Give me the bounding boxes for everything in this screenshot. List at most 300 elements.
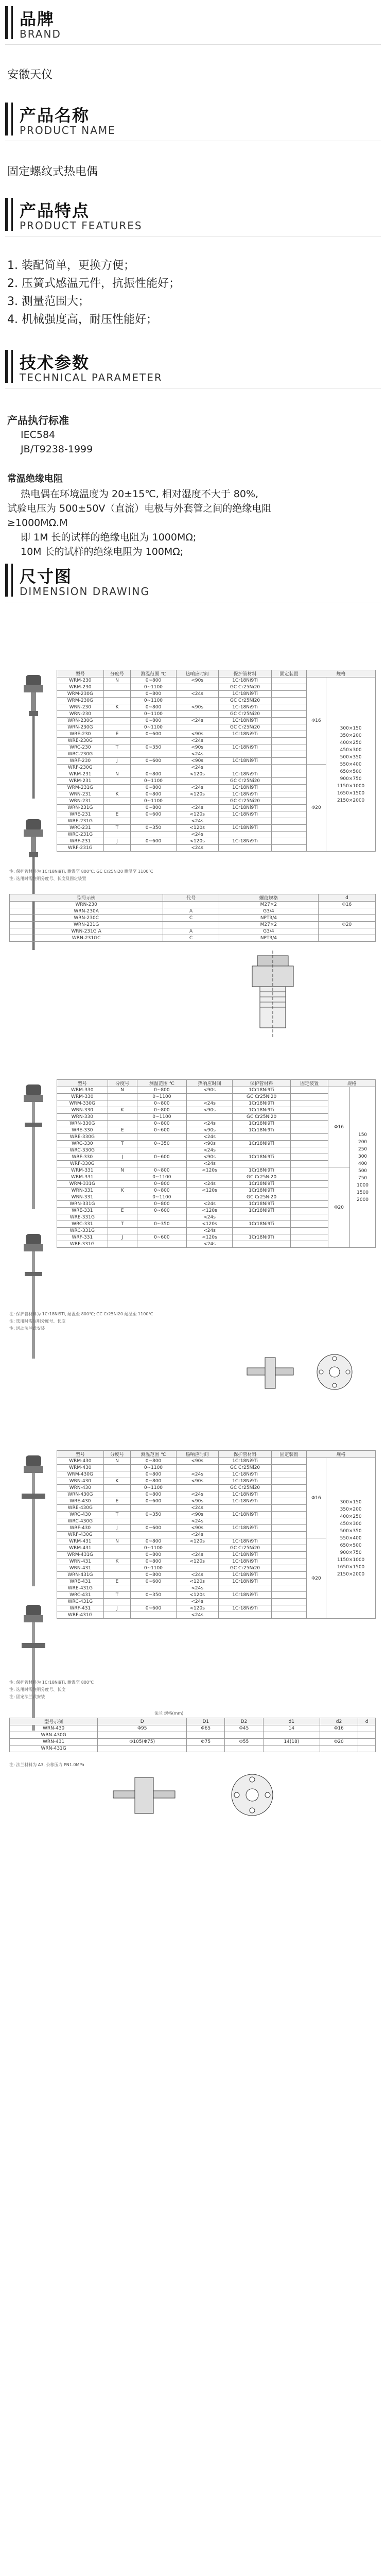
table-cell: E	[108, 1208, 137, 1214]
table-cell: N	[108, 1167, 137, 1174]
table-cell	[131, 1505, 176, 1512]
dimension-title-cn: 尺寸图	[20, 567, 73, 586]
table-cell: <24s	[187, 1161, 233, 1167]
table-cell	[176, 684, 218, 691]
table-cell	[272, 758, 306, 765]
table-cell: J	[103, 1605, 130, 1612]
table-cell: GC Cr25Ni20	[218, 698, 272, 704]
table-cell: Φ45	[225, 1725, 263, 1732]
table-cell: J	[103, 838, 130, 845]
table-cell	[218, 1612, 272, 1619]
table-cell	[218, 845, 272, 852]
table-cell: WRF-431G	[57, 1612, 104, 1619]
table-row	[57, 677, 376, 684]
table-cell	[103, 1518, 130, 1525]
table-cell: 1Cr18Ni9Ti	[218, 771, 272, 778]
table-cell: 1Cr18Ni9Ti	[233, 1127, 291, 1134]
table-cell: 0~1100	[131, 778, 176, 785]
table-cell	[291, 1147, 328, 1154]
table-cell	[176, 1545, 218, 1552]
th-flange-d1: d1	[263, 1718, 320, 1725]
table-cell	[137, 1214, 186, 1221]
table-row	[57, 1134, 376, 1141]
table-cell: <120s	[176, 825, 218, 832]
table-cell	[272, 832, 306, 838]
spec-L-value: 450×300	[340, 747, 362, 753]
tech-section-header	[5, 348, 381, 391]
table-cell: WRN-431G	[10, 1745, 98, 1752]
dimension-section-header	[5, 562, 381, 605]
table-cell: Φ95	[98, 1725, 187, 1732]
table-cell	[218, 818, 272, 825]
table-cell	[131, 832, 176, 838]
spec-L-cell	[350, 1087, 376, 1248]
table-cell: 0~600	[137, 1127, 186, 1134]
table-cell: Φ65	[187, 1725, 225, 1732]
table-cell: 1Cr18Ni9Ti	[233, 1100, 291, 1107]
insulation-line: 即 1M 长的试样的绝缘电阻为 1000MΩ;	[21, 532, 197, 543]
table-cell: <120s	[176, 1605, 218, 1612]
table-cell: WRE-430	[57, 1498, 104, 1505]
table-cell: <24s	[187, 1121, 233, 1127]
table-cell: 0~600	[131, 758, 176, 765]
table-cell	[176, 1565, 218, 1572]
table-row	[10, 1732, 376, 1739]
table-cell: WRC-230	[57, 744, 104, 751]
table-cell: 1Cr18Ni9Ti	[233, 1234, 291, 1241]
table-cell: <24s	[176, 1552, 218, 1558]
table-row	[57, 1107, 376, 1114]
table-cell: 1Cr18Ni9Ti	[218, 1525, 272, 1532]
table-cell: WRM-431	[57, 1538, 104, 1545]
table-cell: <24s	[187, 1181, 233, 1188]
features-title-en: PRODUCT FEATURES	[20, 219, 143, 232]
table-cell: C	[163, 915, 219, 922]
table-cell: WRN-330	[57, 1107, 108, 1114]
table-cell: WRF-431	[57, 1605, 104, 1612]
table-cell: 0~1100	[137, 1194, 186, 1201]
table-cell: WRM-430G	[57, 1471, 104, 1478]
table-cell: 0~800	[131, 1478, 176, 1485]
table-cell: 0~800	[137, 1087, 186, 1094]
table-cell: 0~600	[131, 731, 176, 738]
table-cell: WRM-231G	[57, 785, 104, 791]
table-cell	[108, 1181, 137, 1188]
table-cell	[176, 711, 218, 718]
table2-note: 注: 保护管材料为 1Cr18Ni9Ti, 耐温至 800℃; GC Cr25Ni20 耐温至 1100℃	[9, 1312, 153, 1316]
table-cell	[176, 1485, 218, 1492]
table-cell: <24s	[176, 1585, 218, 1592]
table-cell	[131, 738, 176, 744]
th-thread-d: d	[319, 894, 376, 902]
table-cell: <120s	[176, 791, 218, 798]
table-cell: <120s	[187, 1208, 233, 1214]
table-cell	[233, 1214, 291, 1221]
table-cell: E	[103, 811, 130, 818]
table-cell: 0~800	[137, 1167, 186, 1174]
table-row	[57, 1208, 376, 1214]
table-cell: 1Cr18Ni9Ti	[233, 1201, 291, 1208]
table-cell: <24s	[176, 765, 218, 771]
table-cell: 1Cr18Ni9Ti	[218, 1478, 272, 1485]
spec-L-value: 1150×1000	[337, 783, 365, 789]
table-cell	[103, 1612, 130, 1619]
table-cell	[108, 1194, 137, 1201]
table-cell: WRM-430	[57, 1465, 104, 1471]
table-cell: 0~600	[131, 811, 176, 818]
table-cell	[272, 1585, 306, 1592]
table-cell	[358, 1732, 376, 1739]
table-cell: WRF-231G	[57, 845, 104, 852]
table-cell: WRM-331	[57, 1174, 108, 1181]
insulation-line: 试验电压为 500±50V（直流）电极与外套管之间的绝缘电阻	[7, 503, 272, 514]
table-cell: WRN-430G	[10, 1732, 98, 1739]
table-cell: <24s	[176, 1492, 218, 1498]
flange-drawing-small	[242, 1352, 365, 1394]
table-cell	[108, 1241, 137, 1248]
th-index: 分度号	[103, 1451, 130, 1458]
table-cell	[272, 778, 306, 785]
table-cell: 0~600	[137, 1154, 186, 1161]
table-cell: 1Cr18Ni9Ti	[233, 1221, 291, 1228]
table-cell: GC Cr25Ni20	[233, 1094, 291, 1100]
table-cell: GC Cr25Ni20	[218, 798, 272, 805]
table-cell: 1Cr18Ni9Ti	[218, 758, 272, 765]
table-cell: 1Cr18Ni9Ti	[233, 1087, 291, 1094]
table-cell: <90s	[187, 1107, 233, 1114]
table-cell	[98, 1732, 187, 1739]
table-cell: GC Cr25Ni20	[233, 1194, 291, 1201]
table-cell: WRN-230	[57, 704, 104, 711]
table-cell: 0~350	[131, 1592, 176, 1599]
table-cell	[137, 1161, 186, 1167]
table-cell	[272, 677, 306, 684]
table-cell: <90s	[176, 1458, 218, 1465]
table-row	[10, 915, 376, 922]
table-cell: 0~800	[131, 1552, 176, 1558]
feature-item: 3. 测量范围大；	[7, 295, 90, 308]
table-cell	[218, 1532, 272, 1538]
spec-L-value: 1000	[357, 1182, 369, 1188]
table-cell	[319, 915, 376, 922]
th-range: 测温范围 ℃	[131, 670, 176, 677]
table-cell: WRN-231	[57, 798, 104, 805]
table-cell: 0~800	[131, 1538, 176, 1545]
table-cell: 0~1100	[131, 724, 176, 731]
table-cell	[291, 1167, 328, 1174]
spec-L-value: 550×400	[340, 1535, 362, 1541]
table-cell: <24s	[176, 832, 218, 838]
table-cell	[272, 718, 306, 724]
table-cell: WRN-330	[57, 1114, 108, 1121]
table-cell: 1Cr18Ni9Ti	[218, 1512, 272, 1518]
spec-L-value: 500×350	[340, 754, 362, 760]
table-row	[57, 1114, 376, 1121]
table-row	[10, 1739, 376, 1745]
th-response: 热响应时间	[176, 670, 218, 677]
table-cell: WRM-230G	[57, 691, 104, 698]
table-cell: 0~800	[131, 704, 176, 711]
table-cell	[108, 1161, 137, 1167]
table-cell	[272, 1505, 306, 1512]
table-cell	[291, 1214, 328, 1221]
table-cell: WRM-331G	[57, 1181, 108, 1188]
table-row	[57, 1174, 376, 1181]
spec-L-value: 350×200	[340, 733, 362, 738]
table-cell: NPT3/4	[219, 915, 318, 922]
thermocouple-drawing-2	[10, 1079, 57, 1368]
table-cell: <24s	[176, 1599, 218, 1605]
table-cell	[131, 751, 176, 758]
spec-d-cell: Φ20	[306, 765, 326, 852]
table-cell: WRN-430	[57, 1478, 104, 1485]
table-cell	[272, 1538, 306, 1545]
table-cell	[103, 1471, 130, 1478]
table-cell: WRF-230G	[57, 765, 104, 771]
th-material: 保护管材料	[233, 1080, 291, 1087]
table-cell: 14	[263, 1725, 320, 1732]
table-cell: 1Cr18Ni9Ti	[233, 1121, 291, 1127]
table-cell	[319, 908, 376, 915]
table-cell: 1Cr18Ni9Ti	[218, 1558, 272, 1565]
table-cell: 1Cr18Ni9Ti	[233, 1141, 291, 1147]
table-cell: <90s	[187, 1154, 233, 1161]
table-cell	[291, 1100, 328, 1107]
th-flange-D: D	[98, 1718, 187, 1725]
table-cell: 0~1100	[131, 684, 176, 691]
table-cell	[103, 1492, 130, 1498]
table-cell	[291, 1127, 328, 1134]
table-cell	[272, 1552, 306, 1558]
table-cell	[291, 1141, 328, 1147]
table-cell: WRF-331	[57, 1234, 108, 1241]
table-cell: K	[103, 704, 130, 711]
table-cell	[272, 731, 306, 738]
table-cell: WRE-330	[57, 1127, 108, 1134]
table-cell	[225, 1732, 263, 1739]
table-cell: 0~600	[137, 1208, 186, 1214]
th-flange-model: 型号示例	[10, 1718, 98, 1725]
table-cell	[272, 805, 306, 811]
table-cell: GC Cr25Ni20	[233, 1174, 291, 1181]
table-cell: <90s	[176, 1478, 218, 1485]
insulation-title: 常温绝缘电阻	[7, 473, 63, 484]
table-cell: 1Cr18Ni9Ti	[218, 1458, 272, 1465]
table-cell: 1Cr18Ni9Ti	[233, 1167, 291, 1174]
table-cell	[187, 1732, 225, 1739]
table-cell: <90s	[176, 744, 218, 751]
table-cell: WRN-331G	[57, 1201, 108, 1208]
table-cell	[272, 1518, 306, 1525]
table-cell	[176, 798, 218, 805]
th-fixing: 固定装置	[291, 1080, 328, 1087]
spec-L-value: 400×250	[340, 1514, 362, 1519]
spec-L-value: 1650×1500	[337, 1564, 365, 1570]
table-cell: 1Cr18Ni9Ti	[218, 1572, 272, 1579]
table-cell: 1Cr18Ni9Ti	[233, 1181, 291, 1188]
table-cell: <120s	[176, 838, 218, 845]
th-model: 型号	[57, 1451, 104, 1458]
table-cell: 1Cr18Ni9Ti	[233, 1154, 291, 1161]
table-cell	[187, 1094, 233, 1100]
table-cell: WRN-231G	[57, 805, 104, 811]
table-cell: WRM-230G	[57, 698, 104, 704]
brand-title-cn: 品牌	[20, 9, 55, 29]
table1-note: 注: 选用时需注明分度号、长度及固定装置	[9, 876, 86, 881]
table-cell	[225, 1745, 263, 1752]
table-cell: 0~1100	[131, 711, 176, 718]
table-cell: <24s	[176, 738, 218, 744]
table-cell	[291, 1194, 328, 1201]
table-cell: 0~800	[131, 805, 176, 811]
table-cell	[272, 1525, 306, 1532]
table-cell	[103, 718, 130, 724]
brand-value: 安徽天仪	[7, 69, 53, 81]
brand-section-header	[5, 4, 381, 47]
table-cell	[233, 1147, 291, 1154]
table-cell: 1Cr18Ni9Ti	[218, 1592, 272, 1599]
table-cell: 1Cr18Ni9Ti	[218, 704, 272, 711]
table-cell	[108, 1214, 137, 1221]
tech-title-cn: 技术参数	[20, 353, 90, 372]
table-cell	[187, 1174, 233, 1181]
product-name-value: 固定螺纹式热电偶	[7, 165, 98, 178]
table-cell: 0~350	[131, 825, 176, 832]
table-cell: WRC-431G	[57, 1599, 104, 1605]
spec-L-value: 250	[358, 1146, 367, 1152]
table-cell	[218, 1585, 272, 1592]
table-cell: K	[103, 1478, 130, 1485]
table-cell: GC Cr25Ni20	[218, 711, 272, 718]
table-row	[10, 935, 376, 942]
table-cell	[131, 1518, 176, 1525]
table-cell: WRC-331	[57, 1221, 108, 1228]
table-cell: 0~800	[137, 1100, 186, 1107]
th-response: 热响应时间	[187, 1080, 233, 1087]
table-row	[57, 1127, 376, 1134]
spec-L-value: 650×500	[340, 1543, 362, 1548]
table-cell: <90s	[176, 1498, 218, 1505]
table-cell: 0~800	[137, 1181, 186, 1188]
spec-L-value: 350×200	[340, 1506, 362, 1512]
table-row	[10, 1725, 376, 1732]
table-cell	[272, 1492, 306, 1498]
table-cell: T	[103, 1512, 130, 1518]
table-cell: GC Cr25Ni20	[218, 1545, 272, 1552]
table-cell	[272, 838, 306, 845]
table-cell: WRN-230A	[10, 908, 163, 915]
th-flange-D2: D2	[225, 1718, 263, 1725]
table-cell	[263, 1745, 320, 1752]
table-cell: 0~800	[131, 691, 176, 698]
table-cell: WRN-431	[10, 1739, 98, 1745]
table-row	[10, 902, 376, 908]
table-cell	[187, 1114, 233, 1121]
spec-d-cell: Φ20	[306, 1538, 326, 1619]
table-cell: 0~1100	[137, 1114, 186, 1121]
table-cell: <120s	[176, 1558, 218, 1565]
table-cell: 1Cr18Ni9Ti	[218, 1552, 272, 1558]
table-cell	[103, 751, 130, 758]
table-cell: 1Cr18Ni9Ti	[218, 791, 272, 798]
table-row	[57, 1234, 376, 1241]
table-cell: <120s	[187, 1167, 233, 1174]
table-cell	[108, 1094, 137, 1100]
table-cell: K	[108, 1107, 137, 1114]
table-row	[57, 1241, 376, 1248]
table-cell: NPT3/4	[219, 935, 318, 942]
table-cell	[272, 1605, 306, 1612]
spec-L-cell	[326, 1458, 376, 1619]
table-cell	[137, 1134, 186, 1141]
table-cell: M27×2	[219, 922, 318, 928]
table-cell: <120s	[187, 1221, 233, 1228]
table-cell	[291, 1181, 328, 1188]
table-cell: <24s	[176, 691, 218, 698]
table-cell: WRN-230	[57, 711, 104, 718]
table-row	[57, 1100, 376, 1107]
spec-L-value: 2000	[357, 1197, 369, 1202]
table-cell	[291, 1114, 328, 1121]
table-cell: WRC-430	[57, 1512, 104, 1518]
table-cell	[272, 724, 306, 731]
table-cell	[131, 818, 176, 825]
table-cell	[272, 1532, 306, 1538]
thread-table	[9, 894, 376, 942]
table-cell	[137, 1228, 186, 1234]
table-cell	[131, 1612, 176, 1619]
table-cell	[103, 724, 130, 731]
table-cell	[233, 1228, 291, 1234]
table-cell: WRF-330G	[57, 1161, 108, 1167]
table-cell: 1Cr18Ni9Ti	[218, 1492, 272, 1498]
spec-L-value: 450×300	[340, 1521, 362, 1527]
spec-L-cell	[326, 677, 376, 852]
table-cell: 0~1100	[131, 1545, 176, 1552]
table-cell: N	[103, 1458, 130, 1465]
table-cell: <24s	[176, 785, 218, 791]
table-row	[57, 1201, 376, 1208]
table-cell: WRM-330	[57, 1087, 108, 1094]
table-cell: WRN-231G	[10, 922, 163, 928]
table-cell: 0~800	[131, 718, 176, 724]
table-row	[57, 1214, 376, 1221]
table-cell	[218, 751, 272, 758]
table-cell: A	[163, 908, 219, 915]
table-cell: 0~800	[131, 1572, 176, 1579]
table-cell: <90s	[176, 704, 218, 711]
table-cell	[103, 1485, 130, 1492]
table-cell	[108, 1114, 137, 1121]
spec-L-value: 1650×1500	[337, 790, 365, 796]
table-row	[57, 1154, 376, 1161]
dimension-title-en: DIMENSION DRAWING	[20, 585, 150, 598]
table-cell	[291, 1228, 328, 1234]
table-cell: 1Cr18Ni9Ti	[218, 1471, 272, 1478]
table2-note: 注: 活动法兰式安装	[9, 1326, 45, 1331]
spec-L-value: 300	[358, 1154, 367, 1159]
table3-note: 注: 固定法兰式安装	[9, 1694, 45, 1699]
table-row	[10, 928, 376, 935]
table-cell: WRN-330G	[57, 1121, 108, 1127]
table-cell: <24s	[176, 751, 218, 758]
table-cell: J	[108, 1234, 137, 1241]
table-cell: <24s	[176, 1572, 218, 1579]
th-thread-spec: 螺纹规格	[219, 894, 318, 902]
table-cell	[103, 1465, 130, 1471]
th-spec-group: 规格	[306, 670, 375, 677]
table-row	[57, 1188, 376, 1194]
